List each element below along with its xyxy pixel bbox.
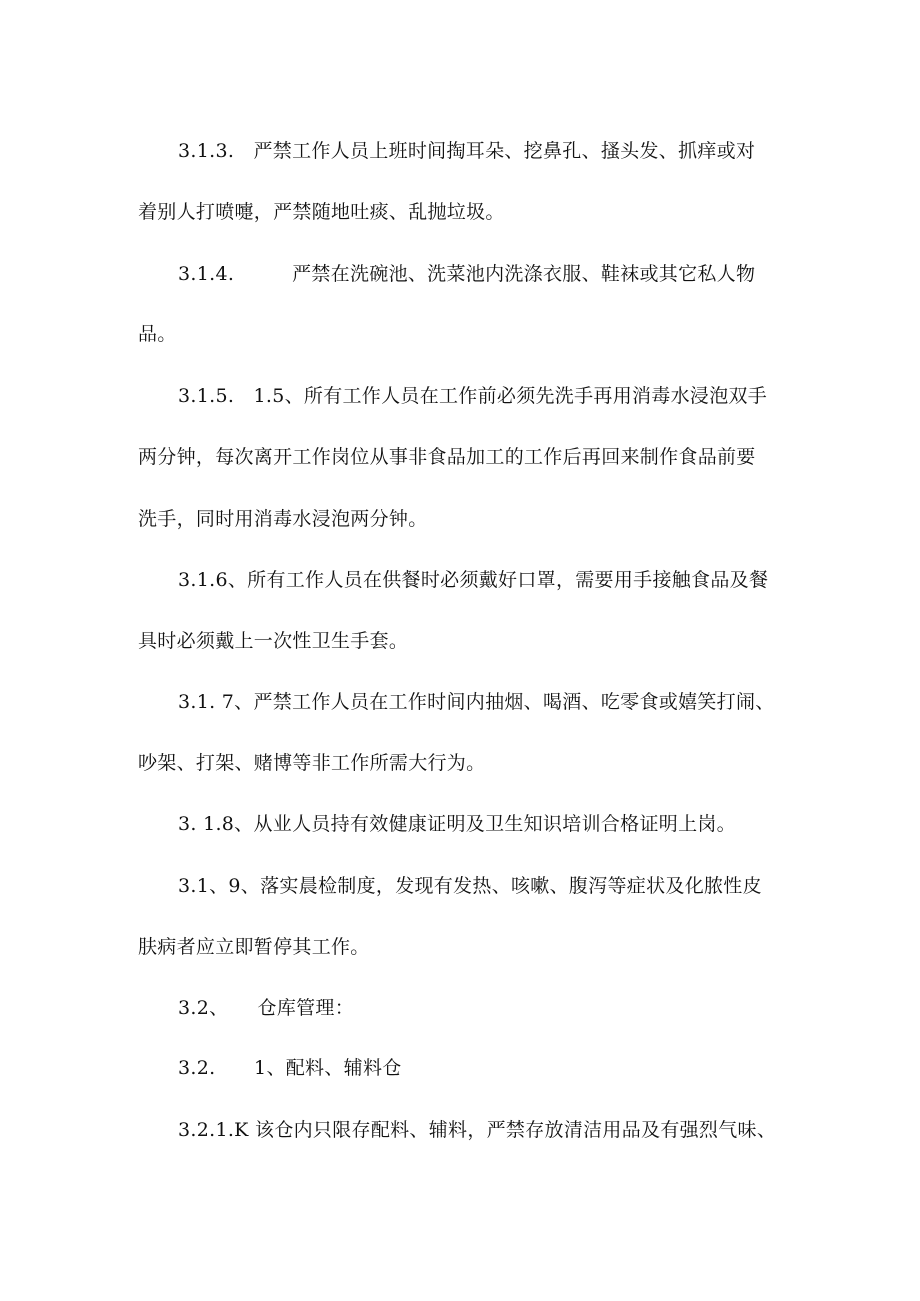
heading-3-2-warehouse: 3.2、 仓库管理：: [178, 997, 355, 1019]
paragraph-3-2-1-1: 3.2.1.K 该仓内只限存配料、辅料，严禁存放清洁用品及有强烈气味、: [178, 1119, 777, 1141]
paragraph-3-1-6-line-1: 3.1.6、所有工作人员在供餐时必须戴好口罩，需要用手接触食品及餐: [178, 569, 769, 591]
paragraph-3-1-9-line-1: 3.1、9、落实晨检制度，发现有发热、咳嗽、腹泻等症状及化脓性皮: [178, 875, 762, 897]
paragraph-3-1-5-line-1: 3.1.5. 1.5、所有工作人员在工作前必须先洗手再用消毒水浸泡双手: [178, 385, 768, 407]
heading-3-2-1-ingredients: 3.2. 1、配料、辅料仓: [178, 1057, 402, 1079]
paragraph-3-1-6-line-2: 具时必须戴上一次性卫生手套。: [138, 630, 409, 652]
paragraph-3-1-8: 3. 1.8、从业人员持有效健康证明及卫生知识培训合格证明上岗。: [178, 813, 736, 835]
paragraph-3-1-5-line-2: 两分钟，每次离开工作岗位从事非食品加工的工作后再回来制作食品前要: [138, 446, 756, 468]
paragraph-3-1-4-line-2: 品。: [138, 323, 177, 345]
paragraph-3-1-9-line-2: 肤病者应立即暂停其工作。: [138, 936, 370, 958]
paragraph-3-1-7-line-2: 吵架、打架、赌博等非工作所需大行为。: [138, 752, 486, 774]
paragraph-3-1-5-line-3: 洗手，同时用消毒水浸泡两分钟。: [138, 508, 428, 530]
paragraph-3-1-3-line-2: 着别人打喷嚏，严禁随地吐痰、乱抛垃圾。: [138, 201, 505, 223]
paragraph-3-1-4-line-1: 3.1.4. 严禁在洗碗池、洗菜池内洗涤衣服、鞋袜或其它私人物: [178, 263, 756, 285]
paragraph-3-1-7-line-1: 3.1. 7、严禁工作人员在工作时间内抽烟、喝酒、吃零食或嬉笑打闹、: [178, 691, 775, 713]
paragraph-3-1-3-line-1: 3.1.3. 严禁工作人员上班时间掏耳朵、挖鼻孔、搔头发、抓痒或对: [178, 140, 756, 162]
